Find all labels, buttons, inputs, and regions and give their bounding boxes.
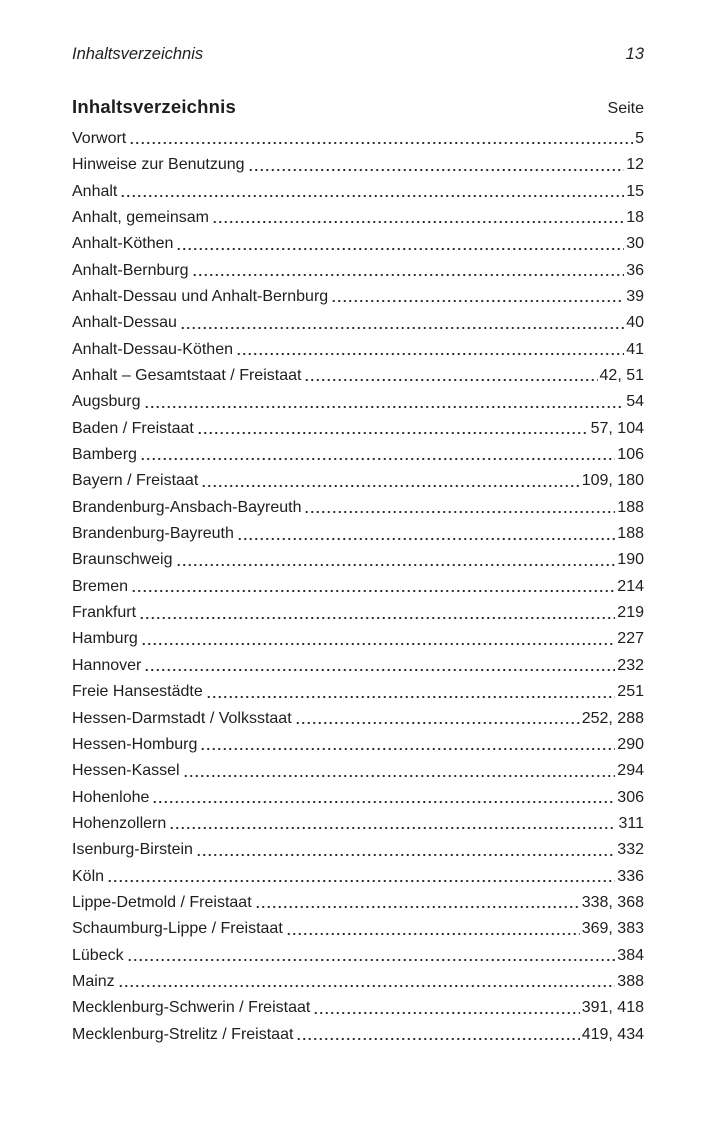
toc-leader-dots xyxy=(200,748,615,750)
toc-entry-page: 188 xyxy=(617,498,644,516)
toc-entry-page: 391, 418 xyxy=(581,999,644,1017)
toc-entry-page: 41 xyxy=(626,340,644,358)
toc-entry xyxy=(72,1020,644,1046)
toc-entry-title: Lippe-Detmold / Freistaat xyxy=(72,893,252,911)
toc-entry xyxy=(72,519,644,545)
toc-leader-dots xyxy=(140,458,615,460)
toc-leader-dots xyxy=(131,590,615,592)
toc-entry xyxy=(72,783,644,809)
toc-entry xyxy=(72,466,644,492)
toc-entry-page: 251 xyxy=(617,683,644,701)
toc-entry xyxy=(72,677,644,703)
toc-entry-title: Köln xyxy=(72,867,105,885)
toc-leader-dots xyxy=(176,248,624,250)
toc-entry-title: Mecklenburg-Schwerin / Freistaat xyxy=(72,999,311,1017)
toc-leader-dots xyxy=(201,485,579,487)
toc-entry-title: Bamberg xyxy=(72,446,137,464)
toc-entry xyxy=(72,493,644,519)
toc-leader-dots xyxy=(120,195,624,197)
toc-entry-title: Anhalt xyxy=(72,182,118,200)
toc-leader-dots xyxy=(236,353,624,355)
toc-entry-title: Hessen-Homburg xyxy=(72,735,198,753)
toc-entry-title: Baden / Freistaat xyxy=(72,419,194,437)
toc-entry xyxy=(72,387,644,413)
toc-entry-page: 232 xyxy=(617,656,644,674)
toc-entry xyxy=(72,546,644,572)
toc-entry-title: Anhalt-Bernburg xyxy=(72,261,189,279)
toc-entry xyxy=(72,414,644,440)
toc-leader-dots xyxy=(331,300,624,302)
toc-entry-page: 54 xyxy=(626,393,644,411)
toc-leader-dots xyxy=(304,379,597,381)
toc-entry-title: Hannover xyxy=(72,656,142,674)
toc-entry xyxy=(72,941,644,967)
toc-entry-page: 109, 180 xyxy=(581,472,644,490)
toc-leader-dots xyxy=(248,169,625,171)
toc-entry xyxy=(72,862,644,888)
toc-entry-page: 311 xyxy=(618,814,644,832)
toc-entry-title: Anhalt – Gesamtstaat / Freistaat xyxy=(72,367,302,385)
toc-entry-title: Anhalt-Dessau xyxy=(72,314,177,332)
toc-leader-dots xyxy=(129,142,633,144)
toc-entry-page: 5 xyxy=(635,129,644,147)
toc-entry xyxy=(72,704,644,730)
toc-entry xyxy=(72,203,644,229)
running-header xyxy=(72,45,644,64)
toc-entry xyxy=(72,756,644,782)
toc-entry-title: Hohenzollern xyxy=(72,814,167,832)
toc-leader-dots xyxy=(313,1012,579,1014)
toc-entry-title: Brandenburg-Ansbach-Bayreuth xyxy=(72,498,302,516)
toc-entry-title: Vorwort xyxy=(72,129,127,147)
toc-entry-title: Isenburg-Birstein xyxy=(72,841,193,859)
toc-list xyxy=(72,124,644,1046)
toc-page-column-label: Seite xyxy=(607,100,644,117)
toc-entry-page: 219 xyxy=(617,604,644,622)
toc-entry-page: 30 xyxy=(626,235,644,253)
toc-entry-page: 39 xyxy=(626,288,644,305)
toc-entry-page: 419, 434 xyxy=(581,1025,644,1043)
toc-entry-page: 57, 104 xyxy=(590,419,644,437)
toc-entry-page: 15 xyxy=(626,182,644,200)
toc-entry-page: 384 xyxy=(617,946,644,964)
toc-entry xyxy=(72,335,644,361)
toc-leader-dots xyxy=(118,985,616,987)
toc-entry xyxy=(72,598,644,624)
toc-entry xyxy=(72,229,644,255)
toc-entry-title: Frankfurt xyxy=(72,604,137,622)
running-header-title: Inhaltsverzeichnis xyxy=(72,45,204,63)
toc-entry xyxy=(72,282,644,308)
toc-entry-title: Hessen-Darmstadt / Volksstaat xyxy=(72,709,292,727)
toc-leader-dots xyxy=(206,696,616,698)
toc-entry-page: 338, 368 xyxy=(581,893,644,911)
toc-entry-title: Anhalt-Köthen xyxy=(72,235,174,253)
toc-entry-title: Anhalt-Dessau und Anhalt-Bernburg xyxy=(72,288,329,305)
toc-entry-title: Freie Hansestädte xyxy=(72,683,203,701)
toc-entry xyxy=(72,651,644,677)
toc-entry xyxy=(72,993,644,1019)
toc-entry xyxy=(72,625,644,651)
toc-entry-title: Anhalt-Dessau-Köthen xyxy=(72,340,233,358)
toc-leader-dots xyxy=(144,406,625,408)
toc-leader-dots xyxy=(212,221,624,223)
running-header-page-number: 13 xyxy=(625,45,644,63)
toc-leader-dots xyxy=(176,564,616,566)
toc-entry xyxy=(72,914,644,940)
toc-entry-page: 42, 51 xyxy=(599,367,644,385)
toc-entry-page: 290 xyxy=(617,735,644,753)
toc-entry-title: Schaumburg-Lippe / Freistaat xyxy=(72,920,283,938)
toc-entry xyxy=(72,256,644,282)
toc-entry-page: 12 xyxy=(626,156,644,174)
toc-leader-dots xyxy=(295,722,580,724)
toc-entry xyxy=(72,440,644,466)
toc-entry-title: Bremen xyxy=(72,577,129,595)
toc-leader-dots xyxy=(286,933,580,935)
toc-entry-title: Lübeck xyxy=(72,946,124,964)
toc-leader-dots xyxy=(144,669,615,671)
toc-entry-title: Brandenburg-Bayreuth xyxy=(72,525,234,543)
toc-entry xyxy=(72,572,644,598)
toc-entry-page: 252, 288 xyxy=(581,709,644,727)
toc-entry xyxy=(72,730,644,756)
toc-entry-page: 388 xyxy=(617,972,644,990)
toc-entry xyxy=(72,809,644,835)
toc-entry-page: 188 xyxy=(617,525,644,543)
toc-entry-title: Hamburg xyxy=(72,630,138,648)
toc-entry-page: 190 xyxy=(617,551,644,569)
toc-entry xyxy=(72,124,644,150)
toc-entry-page: 18 xyxy=(626,208,644,226)
toc-entry xyxy=(72,967,644,993)
toc-entry-page: 214 xyxy=(617,577,644,595)
toc-leader-dots xyxy=(196,854,615,856)
toc-entry-title: Mecklenburg-Strelitz / Freistaat xyxy=(72,1025,294,1043)
toc-entry-title: Bayern / Freistaat xyxy=(72,472,199,490)
toc-entry-title: Anhalt, gemeinsam xyxy=(72,208,209,226)
toc-entry-page: 40 xyxy=(626,314,644,332)
toc-leader-dots xyxy=(296,1038,579,1040)
toc-leader-dots xyxy=(169,827,616,829)
toc-leader-dots xyxy=(139,617,615,619)
toc-entry-title: Hinweise zur Benutzung xyxy=(72,156,245,174)
toc-heading-row xyxy=(72,96,644,118)
toc-leader-dots xyxy=(255,906,580,908)
toc-leader-dots xyxy=(141,643,615,645)
toc-entry xyxy=(72,150,644,176)
toc-entry xyxy=(72,835,644,861)
toc-entry-title: Braunschweig xyxy=(72,551,173,569)
toc-entry-title: Mainz xyxy=(72,972,115,990)
toc-entry-title: Hessen-Kassel xyxy=(72,762,180,780)
toc-leader-dots xyxy=(192,274,625,276)
toc-entry-title: Augsburg xyxy=(72,393,141,411)
toc-leader-dots xyxy=(107,880,615,882)
toc-entry xyxy=(72,888,644,914)
toc-leader-dots xyxy=(183,775,616,777)
toc-entry-page: 332 xyxy=(617,841,644,859)
toc-heading: Inhaltsverzeichnis xyxy=(72,96,236,117)
toc-entry xyxy=(72,177,644,203)
toc-entry-page: 106 xyxy=(617,446,644,464)
toc-entry-title: Hohenlohe xyxy=(72,788,150,806)
toc-entry-page: 306 xyxy=(617,788,644,806)
toc-leader-dots xyxy=(180,327,624,329)
toc-leader-dots xyxy=(237,538,615,540)
toc-entry-page: 36 xyxy=(626,261,644,279)
toc-entry-page: 227 xyxy=(617,630,644,648)
toc-entry xyxy=(72,361,644,387)
toc-entry-page: 336 xyxy=(617,867,644,885)
toc-entry-page: 294 xyxy=(617,762,644,780)
toc-leader-dots xyxy=(127,959,616,961)
toc-entry xyxy=(72,308,644,334)
toc-leader-dots xyxy=(304,511,615,513)
toc-entry-page: 369, 383 xyxy=(581,920,644,938)
toc-leader-dots xyxy=(197,432,589,434)
toc-leader-dots xyxy=(152,801,615,803)
